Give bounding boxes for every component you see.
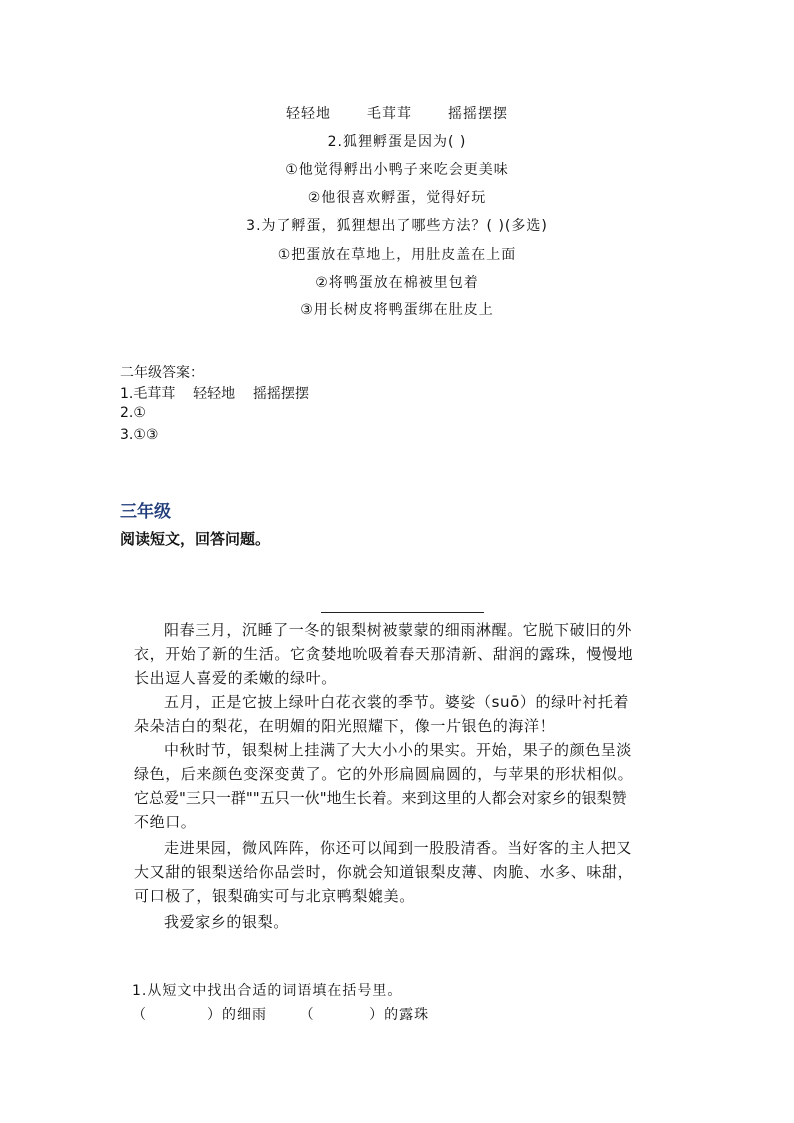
grade-3-heading: 三年级 [120,502,171,522]
fill-in-blanks: （ ）的细雨 （ ）的露珠 [132,1007,430,1023]
question-3-option-3: ③用长树皮将鸭蛋绑在肚皮上 [300,302,494,318]
instruction: 阅读短文，回答问题。 [120,530,271,548]
question-2-option-1: ①他觉得孵出小鸭子来吃会更美味 [285,162,509,178]
question-2: 2.狐狸孵蛋是因为( ) [327,134,467,150]
question-2-option-2: ②他很喜欢孵蛋，觉得好玩 [307,190,487,206]
passage-line: 走进果园，微风阵阵，你还可以闻到一股股清香。当好客的主人把又 [164,839,633,857]
passage-line: 大又甜的银梨送给你品尝时，你就会知道银梨皮薄、肉脆、水多、味甜， [134,863,634,881]
passage-line: 我爱家乡的银梨。 [164,913,289,931]
question-3: 3.为了孵蛋，狐狸想出了哪些方法？( )(多选) [246,218,548,234]
word-option: 摇摇摆摆 [448,106,508,122]
passage-line: 绿色，后来颜色变深变黄了。它的外形扁圆扁圆的，与苹果的形状相似。 [134,765,634,783]
passage-line: 中秋时节，银梨树上挂满了大大小小的果实。开始，果子的颜色呈淡 [164,741,633,759]
answer-2: 2.① [120,405,146,421]
passage-line: 不绝口。 [134,813,197,831]
word-options-line [0,103,794,123]
answer-3: 3.①③ [120,427,159,443]
word-option: 毛茸茸 [367,106,412,122]
passage-line: 可口极了，银梨确实可与北京鸭梨媲美。 [134,887,415,905]
question-3-option-2: ②将鸭蛋放在棉被里包着 [315,275,479,291]
passage-line: 阳春三月，沉睡了一冬的银梨树被蒙蒙的细雨淋醒。它脱下破旧的外 [164,621,633,639]
word-option: 轻轻地 [286,106,331,122]
passage-line: 朵朵洁白的梨花，在明媚的阳光照耀下，像一片银色的海洋！ [134,717,556,735]
passage-line: 五月，正是它披上绿叶白花衣裳的季节。婆娑（suō）的绿叶衬托着 [164,693,630,711]
passage-line: 长出逗人喜爱的柔嫩的绿叶。 [134,669,337,687]
passage-line: 衣，开始了新的生活。它贪婪地吮吸着春天那清新、甜润的露珠，慢慢地 [134,645,634,663]
answers-title: 二年级答案： [120,365,204,381]
title-blank-line [321,612,484,613]
grade-3-question-1: 1.从短文中找出合适的词语填在括号里。 [132,983,403,999]
answer-1: 1.毛茸茸 轻轻地 摇摇摆摆 [120,386,309,402]
question-3-option-1: ①把蛋放在草地上，用肚皮盖在上面 [277,247,517,263]
passage-line: 它总爱"三只一群""五只一伙"地生长着。来到这里的人都会对家乡的银梨赞 [134,789,627,807]
